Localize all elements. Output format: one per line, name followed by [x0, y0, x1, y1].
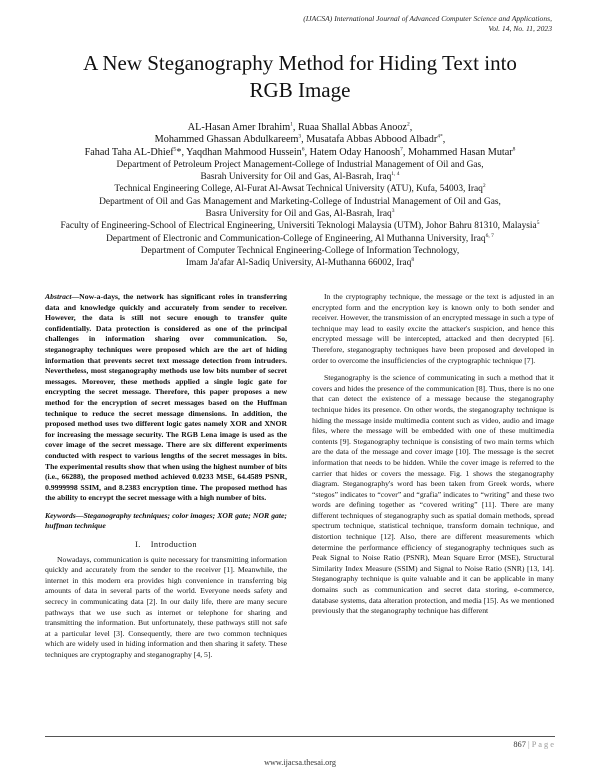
- section-title: Introduction: [150, 540, 197, 550]
- author-name: , Hatem Oday Hanoosh: [304, 146, 401, 158]
- body-paragraph-2: Steganography is the science of communicating in such a method that it covers and hides the presence of the communication [8]. Thus, there is no one that can detect the existence of a message because the steganography technique hides its presence. On other words, the steganography technique is hiding the message inside multimedia content such as video, audio and image files, where the message will be embedded with one of these multimedia contents [9]. Steganography technique is consisting of two main terms which are the data of the message and cover image [10]. The message is the secret information that needs to be hidden. While the cover image is referred to the carrier that hides or covers the message. Fig. 1 shows the steganography diagram. Steganography's word has been taken from Greek words, where “stegos” indicates to “cover” and “grafia” indicates to “writing” and these two words are defining together as “covered writing” [11]. There are many different techniques of steganography such as spatial domain methods, spread spectrum technique, statistical technique, transform domain technique, and distortion technique [12]. Also, there are different measurements which determine the performance efficiency of steganography techniques such as Peak Signal to Noise Ratio (PSNR), Mean Square Error (MSE), Structural Similarity Index Measure (SSIM) and Signal to Noise Ratio (SNR) [13, 14]. Steganography technique is quite valuable and it can be applicable in many domains such as communication and secret data storing, e-commerce, database systems, data alteration protection, and media [15]. As we mentioned previously that the steganography technique has different: [312, 373, 554, 616]
- author-sup: 2: [406, 121, 410, 128]
- affiliation-text: Technical Engineering College, Al-Furat Al-Awsat Technical University (ATU), Kufa, 54003, Iraq: [114, 184, 483, 195]
- title-line-1: A New Steganography Method for Hiding Text into: [83, 51, 517, 75]
- author-name: AL-Hasan Amer Ibrahim: [187, 122, 291, 133]
- affiliation-4: [30, 220, 570, 232]
- affiliation-3b: [30, 208, 570, 220]
- abstract-text: —Now-a-days, the network has significant roles in transferring data and knowledge quickly and accurately from sender to receiver. However, the data is still not secure enough to transfer quite confidentially. Data protection is considered as one of the principal challenges in information sharing over communication. So, steganography techniques were proposed which are the art of hiding information that prevents secret text message detection from intruders. Nevertheless, most steganography methods use low bits number of secret messages. Moreover, these methods applied a single logic gate for encrypting the secret message. Therefore, this paper proposes a new method for the encryption of secret messages based on the Huffman technique to reduce the secret message dimensions. In addition, the proposed method uses two different logic gates namely XOR and XNOR for increasing the message security. The RGB Lena image is used as the cover image of the secret message. There are six different experiments conducted with respect to various lengths of the secret messages in bits. The experimental results show that when using the highest number of bits (i.e., 66288), the proposed method achieved 0.0233 MSE, 64.4589 PSNR, 0.9999998 SSIM, and 8.2383 encryption time. The proposed method has the ability to encrypt the secret message with a high number of bits.: [45, 292, 287, 503]
- affiliation-text: Basrah University for Oil and Gas, Al-Basrah, Iraq: [200, 172, 392, 183]
- affiliation-1a: Department of Petroleum Project Management-College of Industrial Management of Oil and Gas,: [116, 159, 484, 170]
- affiliation-6a: Department of Computer Technical Engineering-College of Information Technology,: [140, 245, 460, 256]
- author-line-2: [30, 134, 570, 146]
- affiliation-sup: 1, 4: [391, 171, 400, 178]
- author-sup: 5: [173, 146, 177, 153]
- affiliation-sup: 2: [482, 183, 486, 190]
- affiliation-6b: [30, 257, 570, 269]
- author-punct: ,: [442, 134, 446, 146]
- affiliation-sup: 8: [411, 257, 415, 264]
- affiliation-1b: [30, 171, 570, 183]
- footer-rule: [45, 736, 555, 737]
- abstract: [45, 292, 287, 504]
- body-paragraph-1: In the cryptography technique, the message or the text is adjusted in an encrypted form and the encryption key is known only to both sender and receiver. However, the transmission of an encrypted message in such a type of technique may lead to easily excite the attacker's suspicion, and hence this encrypted message will be intercepted, attacked and then decrypted [6]. Therefore, steganography techniques have been proposed and developed in order to overcome the insufficiencies of the cryptographic technique [7].: [312, 292, 554, 365]
- author-punct: ,: [409, 122, 413, 133]
- author-name: , Ruaa Shallal Abbas Anooz: [292, 122, 407, 133]
- author-sup: 8: [512, 146, 516, 153]
- author-block: [30, 122, 570, 270]
- affiliation-3a: Department of Oil and Gas Management and Marketing-College of Industrial Management of Oil and Gas,: [99, 196, 501, 207]
- affiliation-text: Department of Electronic and Communication-College of Engineering, Al Muthanna University, Iraq: [106, 233, 486, 244]
- author-name: Fahad Taha AL-Dhief: [84, 146, 174, 158]
- affiliation-text: Imam Ja'afar Al-Sadiq University, Al-Muthanna 66002, Iraq: [185, 258, 412, 269]
- author-sup: 3: [298, 133, 302, 140]
- section-number: I.: [135, 540, 141, 550]
- affiliation-2: [30, 183, 570, 195]
- affiliation-sup: 5: [536, 220, 540, 227]
- author-sup: 1: [290, 121, 293, 128]
- author-name: , Musatafa Abbas Abbood Albadr: [301, 134, 438, 146]
- page-number-value: 867: [513, 740, 526, 749]
- page-number: [513, 740, 554, 749]
- author-name: Mohammed Ghassan Abdulkareem: [154, 134, 299, 146]
- page-word: P a g e: [531, 740, 554, 749]
- journal-volume: Vol. 14, No. 11, 2023: [488, 24, 552, 33]
- intro-paragraph: Nowadays, communication is quite necessary for transmitting information quickly and accurately from the sender to the receiver [1]. Meanwhile, the internet in this modern era provides high convenience in transferring big amounts of data in several parts of the world. Everyone needs safety and secrecy in communicating data [2]. In our daily life, there are many secure pathways that we use such as internet or telephone for sharing and transmitting the information. But unfortunately, these pathways still not safe at a particular level [3]. Consequently, there are two common techniques which are widely used in hiding information and then sharing it safety. These techniques are cryptography and steganography [4, 5].: [45, 554, 287, 659]
- keywords: Keywords—Steganography techniques; color images; XOR gate; NOR gate; huffman technique: [45, 510, 287, 531]
- footer-url: www.ijacsa.thesai.org: [264, 758, 336, 767]
- section-heading: [45, 540, 287, 551]
- affiliation-text: Basra University for Oil and Gas, Al-Basrah, Iraq: [205, 209, 392, 220]
- page-separator: |: [527, 740, 530, 749]
- left-column: [45, 292, 287, 661]
- author-line-1: [30, 122, 570, 134]
- journal-name: (IJACSA) International Journal of Advanced Computer Science and Applications,: [303, 14, 552, 23]
- affiliation-sup: 3: [391, 207, 395, 214]
- affiliation-text: Faculty of Engineering-School of Electrical Engineering, Universiti Teknologi Malaysia (UTM), Johor Bahru 81310, Malaysia: [60, 221, 537, 232]
- author-sup: 6: [301, 146, 305, 153]
- author-name: *, Yaqdhan Mahmood Hussein: [176, 146, 302, 158]
- author-line-3: [30, 147, 570, 159]
- paper-title: [50, 50, 550, 104]
- author-sup: 4*: [437, 133, 443, 140]
- title-line-2: RGB Image: [249, 78, 351, 102]
- journal-header: [303, 14, 552, 34]
- abstract-label: Abstract: [45, 292, 72, 301]
- affiliation-5: [30, 233, 570, 245]
- affiliation-sup: 6, 7: [485, 232, 494, 239]
- author-sup: 7: [400, 146, 403, 153]
- right-column: [312, 292, 554, 617]
- author-name: , Mohammed Hasan Mutar: [402, 146, 513, 158]
